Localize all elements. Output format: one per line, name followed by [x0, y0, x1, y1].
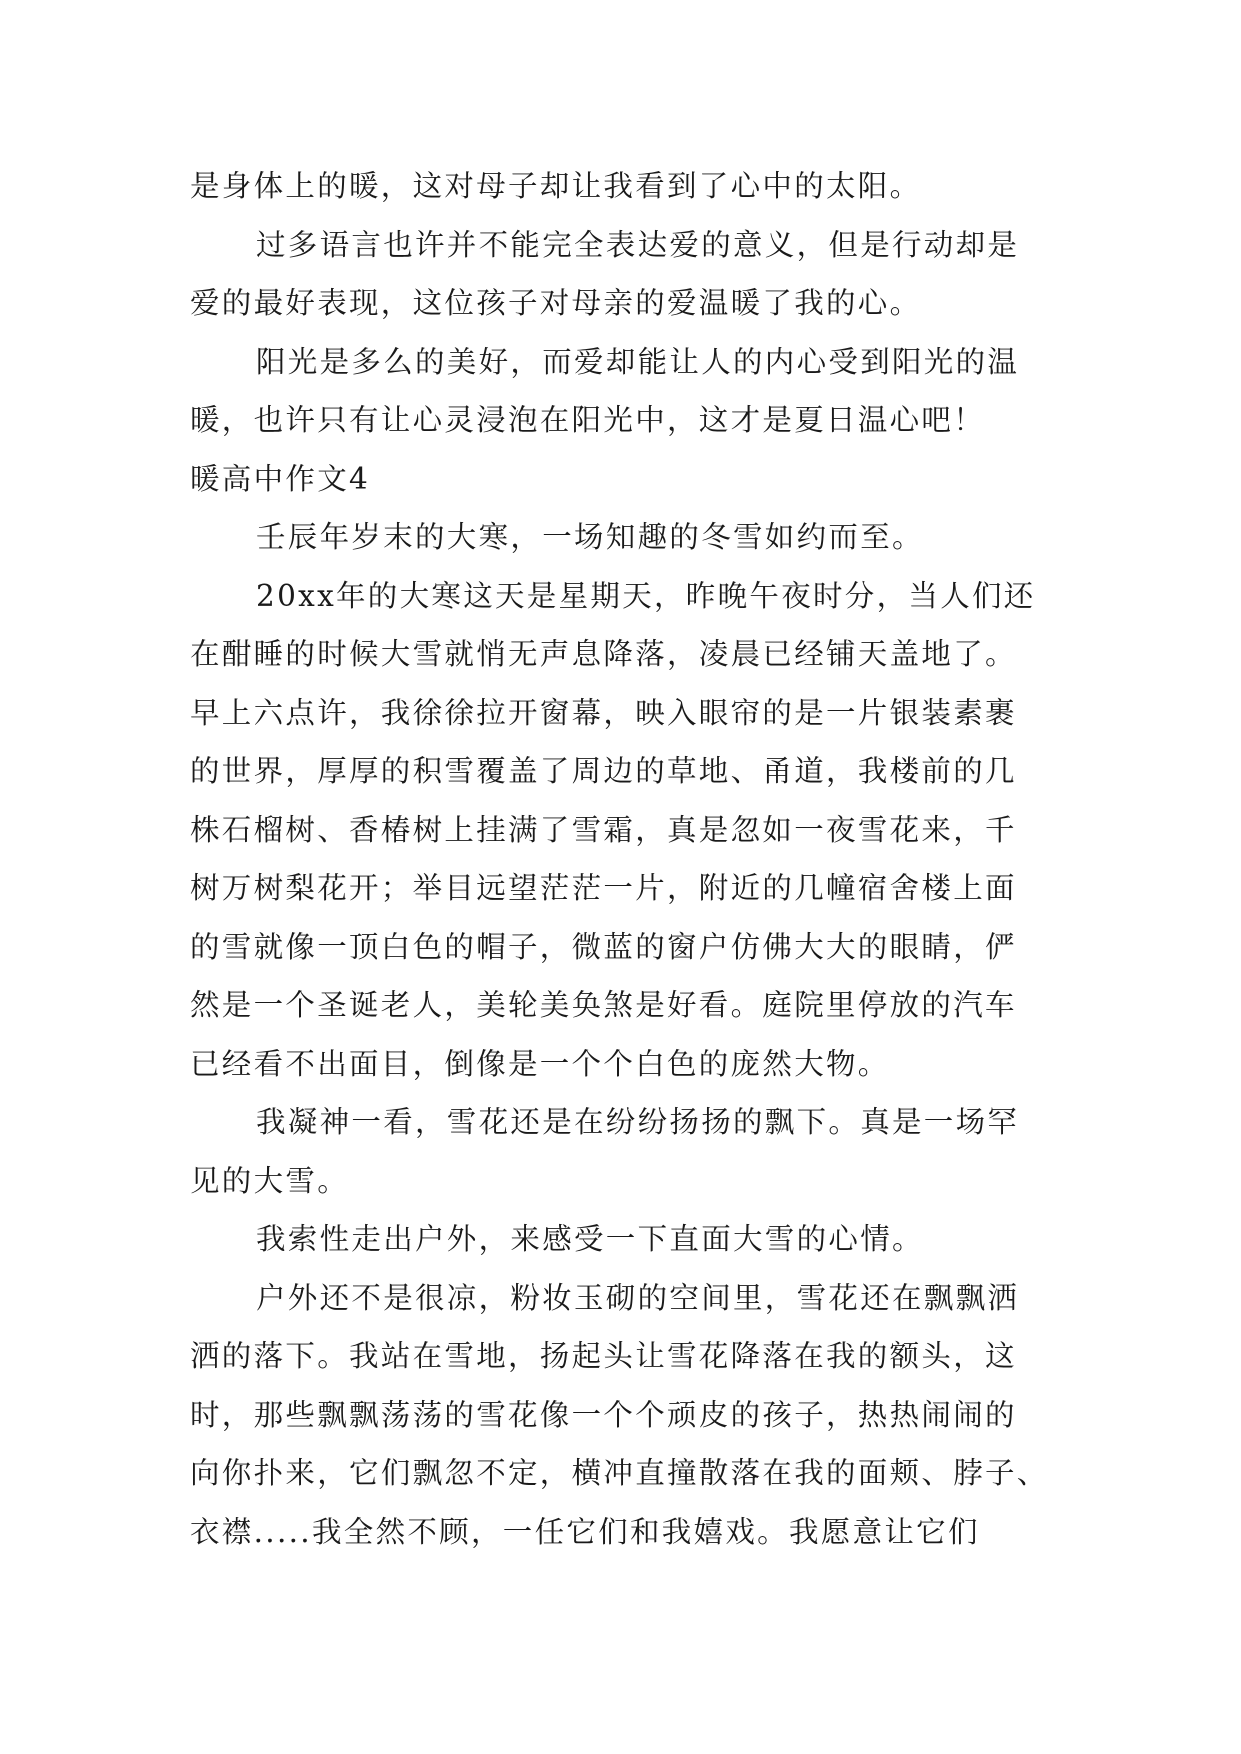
text-line: 衣襟.....我全然不顾，一任它们和我嬉戏。我愿意让它们	[190, 1514, 980, 1549]
text-line: 是身体上的暖，这对母子却让我看到了心中的太阳。	[190, 169, 922, 203]
text-line: 暖，也许只有让心灵浸泡在阳光中，这才是夏日温心吧！	[190, 403, 986, 437]
text-line: 阳光是多么的美好，而爱却能让人的内心受到阳光的温	[256, 344, 1020, 379]
text-line: 株石榴树、香椿树上挂满了雪霜，真是忽如一夜雪花来，千	[190, 812, 1017, 847]
text-line: 洒的落下。我站在雪地，扬起头让雪花降落在我的额头，这	[190, 1339, 1017, 1373]
text-line: 已经看不出面目，倒像是一个个白色的庞然大物。	[190, 1046, 890, 1081]
text-line: 户外还不是很凉，粉妆玉砌的空间里，雪花还在飘飘洒	[256, 1280, 1020, 1315]
section-heading: 暖高中作文4	[190, 461, 371, 496]
text-line: 20xx年的大寒这天是星期天，昨晚午夜时分，当人们还	[256, 578, 1036, 613]
text-line: 树万树梨花开；举目远望茫茫一片，附近的几幢宿舍楼上面	[190, 871, 1017, 905]
text-line: 的雪就像一顶白色的帽子，微蓝的窗户仿佛大大的眼睛，俨	[190, 929, 1017, 964]
text-line: 过多语言也许并不能完全表达爱的意义，但是行动却是	[256, 227, 1020, 262]
text-line: 见的大雪。	[190, 1163, 350, 1198]
text-line: 时，那些飘飘荡荡的雪花像一个个顽皮的孩子，热热闹闹的	[190, 1397, 1017, 1432]
text-line: 我凝神一看，雪花还是在纷纷扬扬的飘下。真是一场罕	[256, 1105, 1020, 1139]
text-line: 我索性走出户外，来感受一下直面大雪的心情。	[256, 1222, 924, 1256]
text-line: 在酣睡的时候大雪就悄无声息降落，凌晨已经铺天盖地了。	[190, 637, 1017, 671]
text-line: 的世界，厚厚的积雪覆盖了周边的草地、甬道，我楼前的几	[190, 754, 1017, 788]
text-line: 然是一个圣诞老人，美轮美奂煞是好看。庭院里停放的汽车	[190, 988, 1017, 1022]
essay-text	[190, 157, 1090, 1561]
text-line: 早上六点许，我徐徐拉开窗幕，映入眼帘的是一片银装素裹	[190, 695, 1017, 730]
text-line: 向你扑来，它们飘忽不定，横冲直撞散落在我的面颊、脖子、	[190, 1456, 1049, 1490]
text-line: 爱的最好表现，这位孩子对母亲的爱温暖了我的心。	[190, 286, 922, 320]
text-line: 壬辰年岁末的大寒，一场知趣的冬雪如约而至。	[256, 520, 924, 554]
